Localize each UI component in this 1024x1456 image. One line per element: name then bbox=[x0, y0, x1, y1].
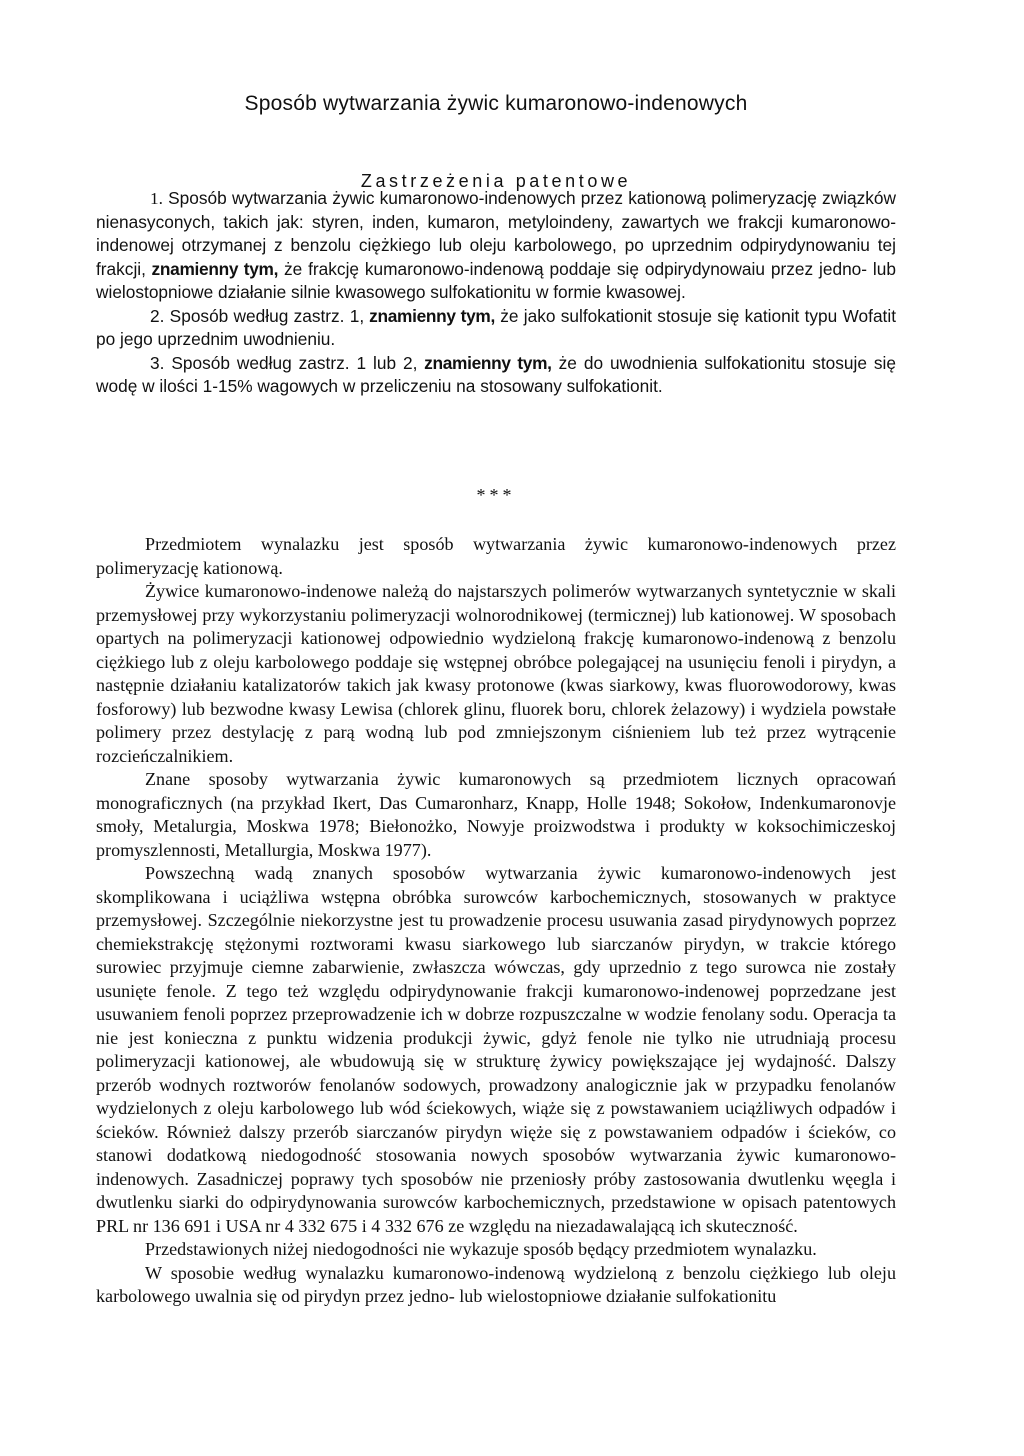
claim-2 bbox=[96, 305, 896, 352]
description-section bbox=[96, 533, 896, 1309]
claims-section bbox=[96, 187, 896, 399]
claim-3-text-end: że do uwodnienia sulfokationitu stosuje się wodę w ilości 1-15% wagowych w przeliczeniu na stosowany sulfokationit. bbox=[96, 352, 896, 396]
claims-heading: Zastrzeżenia patentowe bbox=[360, 171, 632, 191]
claim-2-text-start: Sposób według zastrz. 1, bbox=[164, 305, 365, 326]
claim-3-text-start: Sposób według zastrz. 1 lub 2, bbox=[164, 352, 418, 373]
description-paragraph-5: Przedstawionych niżej niedogodności nie wykazuje sposób będący przedmiotem wynalazku. bbox=[145, 1239, 817, 1259]
claim-1-text-end: że frakcję kumaronowo-indenową poddaje się odpirydynowaiu przez jedno- lub wielostopniowe działanie silnie kwasowego sulfokationitu w formie kwasowej. bbox=[96, 258, 896, 302]
description-paragraph-6: W sposobie według wynalazku kumaronowo-indenową wydzieloną z benzolu ciężkiego lub oleju karbolowego uwalnia się od pirydyn przez jedno- lub wielostopniowe działanie sulfokationitu bbox=[96, 1262, 896, 1306]
description-paragraph-4: Powszechną wadą znanych sposobów wytwarzania żywic kumaronowo-indenowych jest skomplikowana i uciążliwa wstępna obróbka surowców karbochemicznych, stosowanych w praktyce przemysłowej. Szczególnie niekorzystne jest tu prowadzenie procesu usuwania zasad pirydynowych poprzez chemiekstrakcję stężonymi roztworami kwasu siarkowego lub siarczanów pirydyn, w trakcie którego surowiec przyjmuje ciemne zabarwienie, zwłaszcza wówczas, gdy uprzednio z tego surowca nie zostały usunięte fenole. Z tego też względu odpirydynowanie frakcji kumaronowo-indenowej poprzedzane jest usuwaniem fenoli poprzez przeprowadzenie ich w dobrze rozpuszczalne w wodzie fenolany sodu. Operacja ta nie jest konieczna z punktu widzenia produkcji żywic, gdyż fenole nie tylko nie utrudniają procesu polimeryzacji kationowej, ale wbudowują się w strukturę żywicy powiększające jej wydajność. Dalszy przerób wodnych roztworów fenolanów sodowych, prowadzony analogicznie jak w przypadku fenolanów wydzielonych z oleju karbolowego lub wód ściekowych, wiąże się z powstawaniem uciążliwych odpadów i ścieków. Również dalszy przerób siarczanów pirydyn więże się z powstawaniem odpadów i ścieków, co stanowi dodatkową niedogodność stosowania nowych sposobów wytwarzania żywic kumaronowo-indenowych. Zasadniczej poprawy tych sposobów nie przeniosły próby zastosowania dwutlenku węegla i dwutlenku siarki do odpirydynowania surowców karbochemicznych, przedstawione w opisach patentowych PRL nr 136 691 i USA nr 4 332 675 i 4 332 676 ze względu na niezadawalającą ich skuteczność. bbox=[96, 863, 896, 1236]
document-page bbox=[96, 0, 896, 1456]
claim-3 bbox=[96, 352, 896, 399]
claim-2-text-end: że jako sulfokationit stosuje się kationit typu Wofatit po jego uprzednim uwodnieniu. bbox=[96, 305, 896, 349]
claim-2-characterizing-phrase: znamienny tym, bbox=[364, 305, 495, 326]
claim-1-number: 1. bbox=[150, 189, 163, 208]
claim-1-text-start: Sposób wytwarzania żywic kumaronowo-indenowych przez kationową polimeryzację związków nienasyconych, takich jak: styren, inden, kumaron, metyloindeny, zawartych we frakcji kumaronowo-indenowej otrzymanej z benzolu ciężkiego lub oleju karbolowego, po uprzednim odpirydynowaniu tej frakcji, bbox=[96, 188, 896, 279]
description-paragraph-1: Przedmiotem wynalazku jest sposób wytwarzania żywic kumaronowo-indenowych przez polimeryzację kationową. bbox=[96, 534, 896, 578]
claim-1-characterizing-phrase: znamienny tym, bbox=[145, 258, 279, 279]
claim-2-number: 2. bbox=[150, 305, 165, 326]
claim-1 bbox=[96, 187, 896, 305]
section-separator: *** bbox=[476, 485, 516, 505]
claim-3-number: 3. bbox=[150, 352, 165, 373]
document-title: Sposób wytwarzania żywic kumaronowo-indenowych bbox=[244, 92, 748, 115]
description-paragraph-3: Znane sposoby wytwarzania żywic kumaronowych są przedmiotem licznych opracowań monograficznych (na przykład Ikert, Das Cumaronharz, Knapp, Holle 1948; Sokołow, Indenkumaronovje smoły, Metalurgia, Moskwa 1978; Biełonożko, Nowyje proizwodstwa i produkty w koksochimiczeskoj promyszlennosti, Metallurgia, Moskwa 1977). bbox=[96, 769, 896, 860]
claim-3-characterizing-phrase: znamienny tym, bbox=[417, 352, 552, 373]
description-paragraph-2: Żywice kumaronowo-indenowe należą do najstarszych polimerów wytwarzanych syntetycznie w skali przemysłowej przy wykorzystaniu polimeryzacji wolnorodnikowej (termicznej) lub kationowej. W sposobach opartych na polimeryzacji kationowej odpowiednio wydzieloną frakcję kumaronowo-indenową z benzolu ciężkiego lub z oleju karbolowego poddaje się wstępnej obróbce polegającej na usunięciu fenoli i pirydyn, a następnie działaniu katalizatorów takich jak kwasy protonowe (kwas siarkowy, kwas fluorowodorowy, kwas fosforowy) lub bezwodne kwasy Lewisa (chlorek glinu, fluorek boru, chlorek żelazowy) i wydziela powstałe polimery przez destylację z parą wodną lub pod zmniejszonym ciśnieniem lub też przez wytrącenie rozcieńczalnikiem. bbox=[96, 581, 896, 766]
